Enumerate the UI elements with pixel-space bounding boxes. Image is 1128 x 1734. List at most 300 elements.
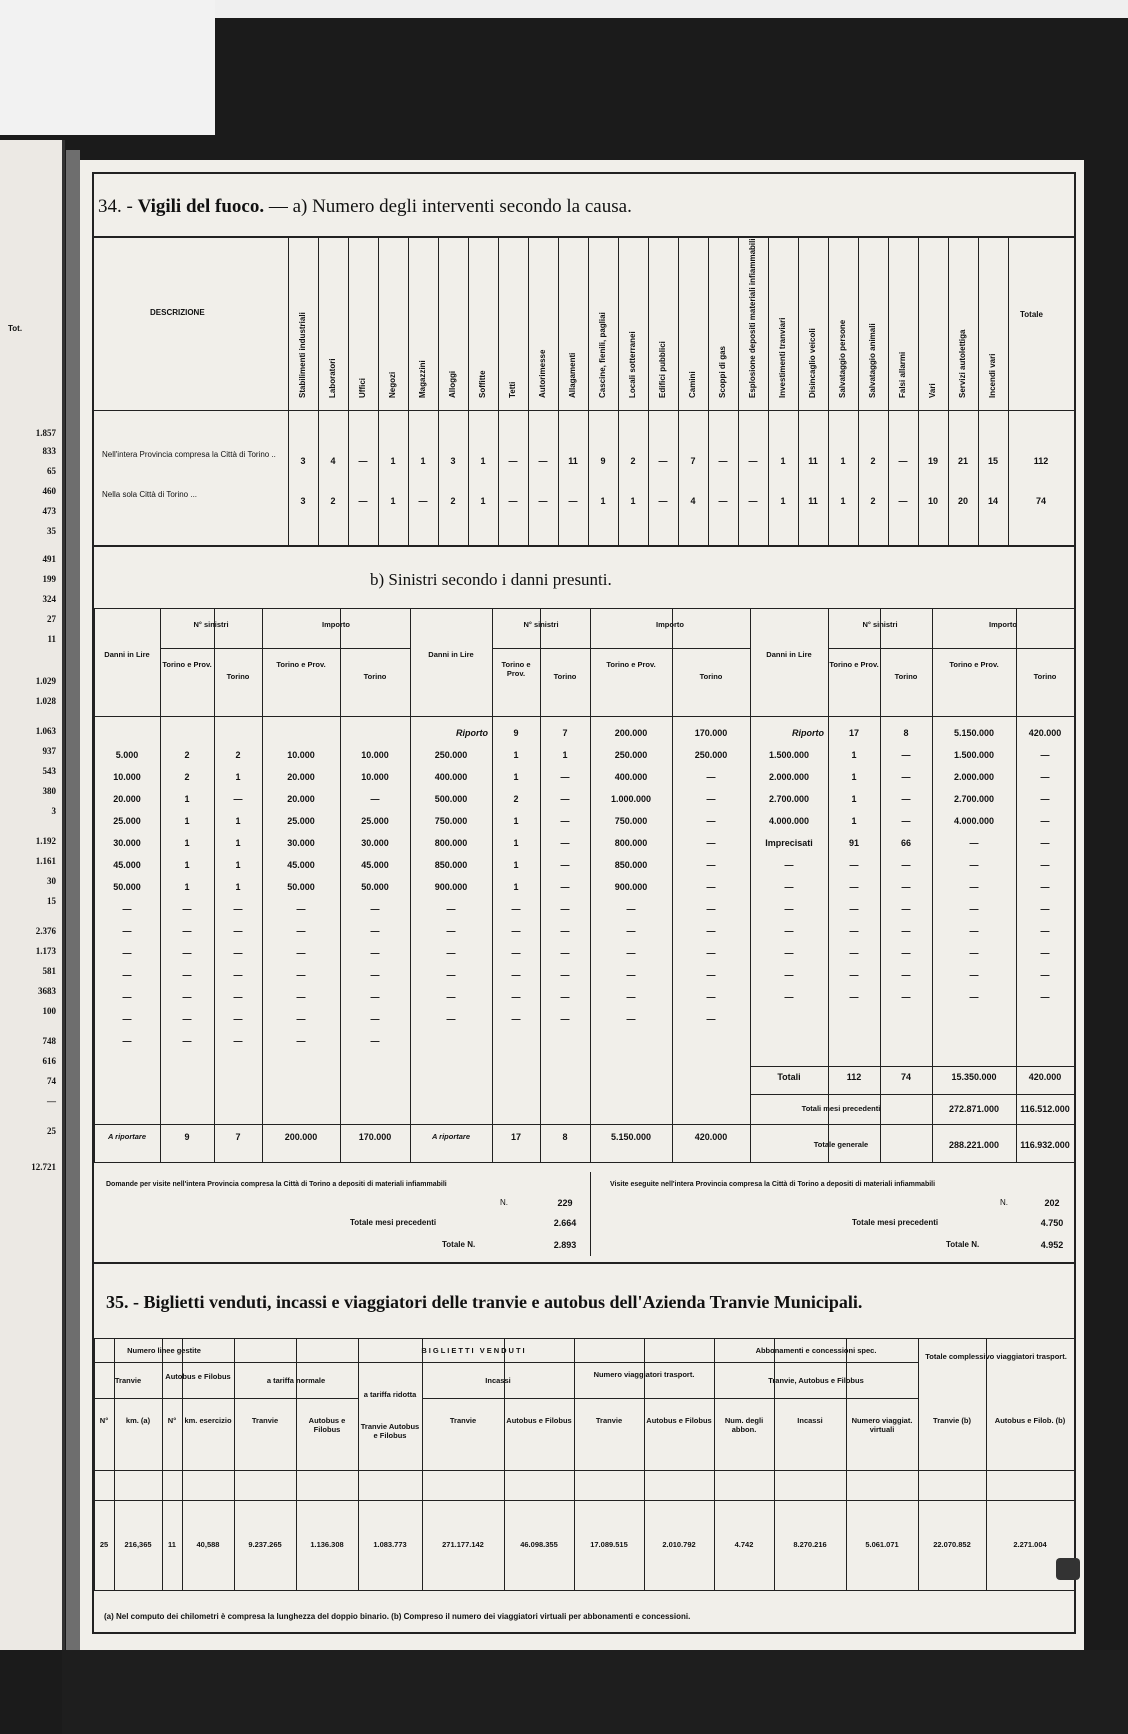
table-34b-totali-cell: 74	[900, 1072, 911, 1082]
table-34a-cell: 2	[870, 456, 876, 466]
table-34b-cell: —	[969, 926, 979, 936]
table-34a-column-header: Investimenti tranviari	[778, 317, 787, 398]
table-34b-footnote-left-v3: 2.893	[553, 1240, 577, 1250]
table-34a-column-header: Salvataggio persone	[838, 319, 847, 398]
table-34a-column-header: Tetti	[508, 381, 517, 398]
table-34b-cell: —	[296, 1036, 306, 1046]
table-rule	[492, 648, 750, 649]
table-rule	[1074, 608, 1075, 1162]
table-34a-column-header: Negozi	[388, 371, 397, 398]
table-34b-footnote-right-2: Totale mesi precedenti	[852, 1218, 939, 1227]
table-34b-cell: —	[626, 948, 636, 958]
table-rule	[358, 1338, 359, 1590]
table-34b-cell: 1	[235, 772, 241, 782]
table-35-value-cell: 17.089.515	[590, 1540, 628, 1549]
table-34b-total-cell: 17	[510, 1132, 521, 1142]
table-34b-footnote-left-3: Totale N.	[442, 1240, 476, 1249]
section-34-title	[98, 196, 632, 218]
table-rule	[94, 1500, 1074, 1501]
left-page-number: 35	[47, 526, 56, 536]
table-34b-cell: —	[1040, 970, 1050, 980]
section-35-title: 35. - Biglietti venduti, incassi e viaggiatori delle tranvie e autobus dell'Azienda Tranvie Municipali.	[106, 1292, 863, 1312]
table-rule	[750, 1066, 1074, 1067]
table-34b-cell: 900.000	[614, 882, 648, 892]
table-34b-cell: —	[446, 970, 456, 980]
table-34a-cell: —	[508, 456, 518, 466]
table-34b-cell: —	[784, 992, 794, 1002]
table-35-subcol-header: Tranvie	[251, 1416, 279, 1425]
table-34b-cell: —	[182, 992, 192, 1002]
table-34b-cell: —	[969, 860, 979, 870]
table-34b-cell: 45.000	[361, 860, 389, 870]
scan-bottom-margin	[62, 1650, 1128, 1734]
table-34a-cell: 15	[987, 456, 998, 466]
table-34b-cell: 20.000	[113, 794, 141, 804]
table-34a-column-header: Vari	[928, 383, 937, 398]
table-34b-totali-cell: 420.000	[1028, 1072, 1062, 1082]
table-rule	[94, 1362, 918, 1363]
table-34b-footnote-right-v1: 202	[1044, 1198, 1060, 1208]
left-facing-page	[0, 140, 65, 1650]
table-35-totale-header: Totale complessivo viaggiatori trasport.	[925, 1352, 1067, 1361]
table-34b-cell: —	[901, 970, 911, 980]
table-35-value-cell: 1.083.773	[373, 1540, 407, 1549]
table-34b-cell: —	[1040, 816, 1050, 826]
table-34b-cell: —	[182, 904, 192, 914]
table-34b-cell: —	[1040, 948, 1050, 958]
table-35-subcol-header: Tranvie (b)	[933, 1416, 971, 1425]
table-34b-cell: —	[233, 926, 243, 936]
table-34b-cell: —	[560, 860, 570, 870]
table-34b-cell: —	[901, 816, 911, 826]
table-34b-cell: —	[706, 970, 716, 980]
table-34b-cell: —	[1040, 882, 1050, 892]
table-34b-cell: —	[1040, 838, 1050, 848]
table-34b-cell: 20.000	[287, 794, 315, 804]
table-34b-cell: 2.700.000	[953, 794, 995, 804]
table-34b-cell: 850.000	[614, 860, 648, 870]
table-34b-cell: —	[706, 882, 716, 892]
table-34b-cell: 500.000	[434, 794, 468, 804]
table-34b-cell: 1	[184, 816, 190, 826]
left-page-number: 581	[42, 966, 56, 976]
table-34b-cell: 4.000.000	[953, 816, 995, 826]
table-34a-cell: 1	[840, 456, 846, 466]
table-34a-column-header: Autorimesse	[538, 349, 547, 398]
table-34a-column-header: Scoppi di gas	[718, 345, 727, 398]
table-34b-cell: —	[511, 904, 521, 914]
table-34a-cell: 20	[957, 496, 968, 506]
table-34b-cell: —	[233, 948, 243, 958]
table-34b-cell: 1.500.000	[768, 750, 810, 760]
table-34b-cell: —	[901, 860, 911, 870]
left-page-number: 2.376	[35, 926, 56, 936]
table-34b-cell: 400.000	[434, 772, 468, 782]
table-34b-cell: —	[706, 816, 716, 826]
table-34a-cell: 3	[300, 496, 306, 506]
table-34b-cell: 1.500.000	[953, 750, 995, 760]
table-rule	[94, 545, 1074, 547]
table-34b-cell: —	[784, 904, 794, 914]
table-34b-cell: 250.000	[614, 750, 648, 760]
table-34b-cell: —	[560, 1014, 570, 1024]
table-34b-footnote-left-2: Totale mesi precedenti	[350, 1218, 437, 1227]
table-35-value-cell: 22.070.852	[933, 1540, 971, 1549]
table-rule	[828, 648, 1074, 649]
table-34b-nsinistri-header: N° sinistri	[193, 620, 229, 629]
table-34b-footnote-left-v2: 2.664	[553, 1218, 577, 1228]
table-35-linee-header: Numero linee gestite	[127, 1346, 201, 1355]
table-34b-cell: 1	[851, 750, 857, 760]
left-page-number: 74	[47, 1076, 56, 1086]
table-34b-cell: —	[560, 816, 570, 826]
table-34b-cell: 10.000	[113, 772, 141, 782]
table-34b-cell: —	[1040, 772, 1050, 782]
table-34a-cell: 2	[870, 496, 876, 506]
table-34b-torino-prov-header: Torino e Prov.	[606, 660, 656, 669]
table-35-value-cell: 40,588	[196, 1540, 220, 1549]
left-page-number: 1.029	[35, 676, 56, 686]
table-34b-cell: —	[122, 992, 132, 1002]
table-34b-cell: —	[784, 948, 794, 958]
table-34a-cell: 11	[808, 456, 818, 466]
left-page-number: 12.721	[31, 1162, 56, 1172]
table-34b-cell: 1	[184, 882, 190, 892]
table-rule	[94, 1398, 358, 1399]
table-34a-cell: —	[748, 496, 758, 506]
table-34b-cell: —	[560, 794, 570, 804]
table-34b-cell: 900.000	[434, 882, 468, 892]
table-35-tariffa-norm-header: a tariffa normale	[266, 1376, 326, 1385]
table-34a-column-header: Salvataggio animali	[868, 323, 877, 398]
table-34b-totali-prec-cell: 116.512.000	[1020, 1104, 1070, 1114]
left-page-number: 937	[42, 746, 56, 756]
table-34b-cell: —	[122, 926, 132, 936]
table-34b-riporto-cell: 170.000	[694, 728, 728, 738]
table-34b-cell: —	[706, 926, 716, 936]
table-34a-cell: 1	[390, 456, 396, 466]
table-34b-cell: 400.000	[614, 772, 648, 782]
table-34a-column-header: Stabilimenti industriali	[298, 312, 307, 398]
table-34b-cell: —	[122, 1014, 132, 1024]
table-34b-cell: —	[901, 904, 911, 914]
table-34b-footnote-right-n: N.	[1000, 1198, 1008, 1207]
table-34a-desc-header: DESCRIZIONE	[150, 308, 205, 317]
table-rule	[94, 1338, 1074, 1339]
table-34a-cell: 3	[300, 456, 306, 466]
table-34b-torino-header: Torino	[1033, 672, 1057, 681]
left-page-number: 65	[47, 466, 56, 476]
left-page-number: 15	[47, 896, 56, 906]
table-34a-cell: —	[538, 496, 548, 506]
table-34b-torino-prov-header: Torino e Prov.	[276, 660, 326, 669]
table-34b-cell: —	[446, 948, 456, 958]
table-34a-cell: 1	[630, 496, 636, 506]
table-34b-cell: 10.000	[361, 772, 389, 782]
table-34b-cell: —	[296, 970, 306, 980]
table-34a-column-header: Magazzini	[418, 360, 427, 398]
table-rule	[94, 410, 1074, 411]
table-34b-cell: —	[560, 970, 570, 980]
table-34b-torino-header: Torino	[699, 672, 723, 681]
table-34b-torino-header: Torino	[226, 672, 250, 681]
table-34b-importo-header: Importo	[656, 620, 684, 629]
table-34a-column-header: Soffitte	[478, 370, 487, 398]
table-34a-cell: 11	[568, 456, 578, 466]
table-34b-total-cell: A riportare	[431, 1132, 471, 1141]
table-34b-cell: —	[849, 926, 859, 936]
table-34b-cell: 1	[513, 750, 519, 760]
table-34a-cell: —	[898, 456, 908, 466]
table-34a-column-header: Cascine, fienili, pagliai	[598, 312, 607, 398]
table-34b-cell: 50.000	[361, 882, 389, 892]
table-34b-cell: —	[233, 1036, 243, 1046]
table-34b-cell: —	[233, 970, 243, 980]
table-34b-cell: —	[560, 904, 570, 914]
table-34a-cell: 3	[450, 456, 456, 466]
table-34b-cell: 25.000	[287, 816, 315, 826]
table-34a-column-header: Uffici	[358, 378, 367, 398]
table-34b-cell: —	[182, 948, 192, 958]
table-34b-cell: —	[1040, 926, 1050, 936]
table-34b-torino-header: Torino	[363, 672, 387, 681]
table-34b-cell: 10.000	[287, 750, 315, 760]
table-34a-cell: 74	[1035, 496, 1046, 506]
table-34a-column-header: Camini	[688, 371, 697, 398]
table-34b-cell: —	[901, 772, 911, 782]
table-rule	[750, 1094, 1074, 1095]
table-35-num-viagg-header: Numero viaggiatori trasport.	[593, 1370, 695, 1379]
table-34b-cell: —	[370, 1036, 380, 1046]
table-34b-cell: —	[969, 838, 979, 848]
table-34b-footnote-left-v1: 229	[557, 1198, 573, 1208]
table-34b-cell: —	[706, 860, 716, 870]
table-34b-total-cell: 170.000	[358, 1132, 392, 1142]
table-34b-cell: 50.000	[113, 882, 141, 892]
table-34a-cell: 14	[987, 496, 998, 506]
table-34b-cell: —	[626, 992, 636, 1002]
table-34b-torino-prov-header: Torino e Prov.	[829, 660, 879, 669]
table-34a-cell: 1	[780, 496, 786, 506]
table-34a-cell: 2	[330, 496, 336, 506]
table-34b-riporto-cell: 7	[562, 728, 568, 738]
table-34b-cell: 91	[848, 838, 859, 848]
table-34b-cell: —	[901, 948, 911, 958]
table-35-subcol-header: N°	[167, 1416, 177, 1425]
table-rule	[94, 1262, 1074, 1264]
table-rule	[94, 608, 1074, 609]
table-34a-cell: —	[898, 496, 908, 506]
table-34b-totale-gen-cell: 116.932.000	[1020, 1140, 1070, 1150]
table-34b-cell: 1.000.000	[610, 794, 652, 804]
table-34b-cell: —	[969, 882, 979, 892]
table-34b-cell: 1	[513, 882, 519, 892]
table-34b-cell: 850.000	[434, 860, 468, 870]
table-34b-riporto-cell: 200.000	[614, 728, 648, 738]
table-34b-torino-header: Torino	[553, 672, 577, 681]
left-page-number: 1.857	[35, 428, 56, 438]
table-34b-cell: 1	[513, 860, 519, 870]
table-35-tariffa-rid-header: a tariffa ridotta	[363, 1390, 417, 1399]
table-34b-totali-cell: 15.350.000	[951, 1072, 997, 1082]
table-34b-cell: 1	[513, 772, 519, 782]
table-34b-cell: —	[182, 970, 192, 980]
table-34b-cell: —	[296, 948, 306, 958]
table-35-incassi-header: Incassi	[485, 1376, 511, 1385]
table-34b-cell: —	[370, 970, 380, 980]
table-35-subcol-header: Autobus e Filobus	[506, 1416, 572, 1425]
left-page-number: 616	[42, 1056, 56, 1066]
table-rule	[94, 236, 1074, 238]
table-35-value-cell: 1.136.308	[310, 1540, 344, 1549]
table-34b-totali-cell: Totali	[777, 1072, 801, 1082]
table-34b-total-cell: 420.000	[694, 1132, 728, 1142]
table-34b-cell: 1	[184, 838, 190, 848]
table-34b-cell: —	[901, 926, 911, 936]
left-page-number: 491	[42, 554, 56, 564]
table-34a-column-header: Alloggi	[448, 370, 457, 398]
table-34b-cell: 66	[900, 838, 911, 848]
table-rule	[1074, 1338, 1075, 1590]
left-page-number: 3683	[38, 986, 56, 996]
table-34b-cell: —	[122, 948, 132, 958]
left-page-number: 30	[47, 876, 56, 886]
table-rule	[94, 1124, 410, 1125]
table-34b-cell: —	[706, 838, 716, 848]
table-34b-cell: —	[626, 926, 636, 936]
table-34b-importo-header: Importo	[989, 620, 1017, 629]
table-34b-footnote-right-v2: 4.750	[1040, 1218, 1064, 1228]
table-34b-cell: —	[511, 1014, 521, 1024]
table-34b-cell: —	[370, 794, 380, 804]
table-35-abbonamenti-header: Abbonamenti e concessioni spec.	[755, 1346, 877, 1355]
table-34b-cell: —	[233, 1014, 243, 1024]
table-34b-cell: —	[849, 882, 859, 892]
table-35-value-cell: 4.742	[734, 1540, 754, 1549]
table-34b-cell: 25.000	[113, 816, 141, 826]
table-35-subcol-header: Tranvie	[595, 1416, 623, 1425]
table-rule	[422, 1398, 918, 1399]
table-34a-row-label: Nell'intera Provincia compresa la Città di Torino ..	[102, 450, 276, 459]
table-34b-cell: —	[511, 926, 521, 936]
left-page-number: 460	[42, 486, 56, 496]
table-34b-cell: 800.000	[614, 838, 648, 848]
table-34b-torino-prov-header: Torino e Prov.	[162, 660, 212, 669]
left-page-number: 324	[42, 594, 56, 604]
table-34a-cell: 19	[927, 456, 938, 466]
table-35-subcol-header: N°	[99, 1416, 109, 1425]
table-34b-totali-prec-cell: 272.871.000	[948, 1104, 1000, 1114]
table-34b-cell: —	[370, 992, 380, 1002]
scan-white-corner	[0, 0, 215, 135]
table-34b-cell: —	[969, 970, 979, 980]
table-34b-cell: —	[784, 926, 794, 936]
table-34b-footnote-right: Visite eseguite nell'intera Provincia compresa la Città di Torino a depositi di materiali infiammabili	[610, 1181, 936, 1188]
table-34b-cell: —	[901, 750, 911, 760]
table-rule	[94, 1162, 1074, 1163]
table-34b-cell: —	[446, 992, 456, 1002]
left-page-number: 3	[51, 806, 56, 816]
table-35-value-cell: 9.237.265	[248, 1540, 282, 1549]
table-34a-column-header: Esplosione depositi materiali infiammabili	[748, 238, 757, 398]
table-35-biglietti-header: BIGLIETTI VENDUTI	[421, 1346, 527, 1355]
table-34b-cell: —	[969, 948, 979, 958]
table-35-subcol-header: Autobus e Filobus	[308, 1416, 346, 1434]
table-34b-cell: Imprecisati	[765, 838, 813, 848]
table-34b-cell: —	[706, 1014, 716, 1024]
table-34b-cell: 1	[235, 882, 241, 892]
table-34b-totale-gen-label: Totale generale	[813, 1140, 869, 1149]
table-34b-total-cell: 5.150.000	[610, 1132, 652, 1142]
table-34b-cell: 2	[184, 750, 190, 760]
section-34-subheading: — a) Numero degli interventi secondo la causa.	[268, 196, 632, 217]
table-34a-cell: 7	[690, 456, 696, 466]
table-34b-cell: —	[296, 992, 306, 1002]
table-34a-cell: —	[568, 496, 578, 506]
left-page-number: 1.161	[35, 856, 56, 866]
left-page-number: —	[47, 1096, 56, 1106]
table-34b-cell: —	[560, 992, 570, 1002]
table-rule	[590, 1172, 591, 1256]
table-35-value-cell: 8.270.216	[793, 1540, 827, 1549]
table-34b-cell: —	[182, 1036, 192, 1046]
table-34b-cell: —	[560, 948, 570, 958]
table-35-value-cell: 25	[99, 1540, 109, 1549]
table-34b-cell: 1	[235, 816, 241, 826]
table-34a-cell: 10	[927, 496, 938, 506]
table-34a-cell: 11	[808, 496, 818, 506]
table-34b-cell: —	[1040, 750, 1050, 760]
table-34b-cell: 1	[184, 794, 190, 804]
table-35-subcol-header: km. esercizio	[184, 1416, 232, 1425]
table-34a-row-label: Nella sola Città di Torino ...	[102, 490, 198, 499]
left-page-number: 1.063	[35, 726, 56, 736]
left-page-number: 748	[42, 1036, 56, 1046]
left-page-number: 1.192	[35, 836, 56, 846]
table-34a-cell: —	[358, 496, 368, 506]
table-34b-cell: 4.000.000	[768, 816, 810, 826]
left-page-number: 833	[42, 446, 56, 456]
table-35-value-cell: 271.177.142	[442, 1540, 484, 1549]
table-34b-cell: 1	[184, 860, 190, 870]
table-34b-cell: —	[969, 904, 979, 914]
table-34b-cell: 750.000	[434, 816, 468, 826]
table-34b-riporto-cell: 17	[848, 728, 859, 738]
table-34b-cell: —	[182, 926, 192, 936]
table-34b-cell: —	[784, 860, 794, 870]
table-rule	[94, 1590, 1074, 1591]
table-34a-column-header: Edifici pubblici	[658, 341, 667, 398]
left-page-header: Tot.	[8, 324, 23, 333]
left-page-number: 543	[42, 766, 56, 776]
table-34b-cell: —	[560, 882, 570, 892]
table-34b-cell: 45.000	[287, 860, 315, 870]
table-34a-cell: 1	[600, 496, 606, 506]
table-35-subcol-header: Tranvie Autobus e Filobus	[360, 1422, 420, 1440]
table-34b-cell: —	[626, 1014, 636, 1024]
table-34b-cell: —	[370, 926, 380, 936]
table-34b-cell: —	[296, 1014, 306, 1024]
table-35-value-cell: 5.061.071	[865, 1540, 899, 1549]
table-34a-cell: 1	[420, 456, 426, 466]
table-34b-torino-prov-header: Torino e Prov.	[949, 660, 999, 669]
table-34b-total-cell: 200.000	[284, 1132, 318, 1142]
section-34-heading: Vigili del fuoco.	[137, 196, 265, 217]
table-34a-column-header: Allagamenti	[568, 352, 577, 398]
table-35-subcol-header: Autobus e Filob. (b)	[994, 1416, 1066, 1425]
table-35-value-cell: 11	[168, 1540, 176, 1549]
table-34b-cell: —	[784, 882, 794, 892]
